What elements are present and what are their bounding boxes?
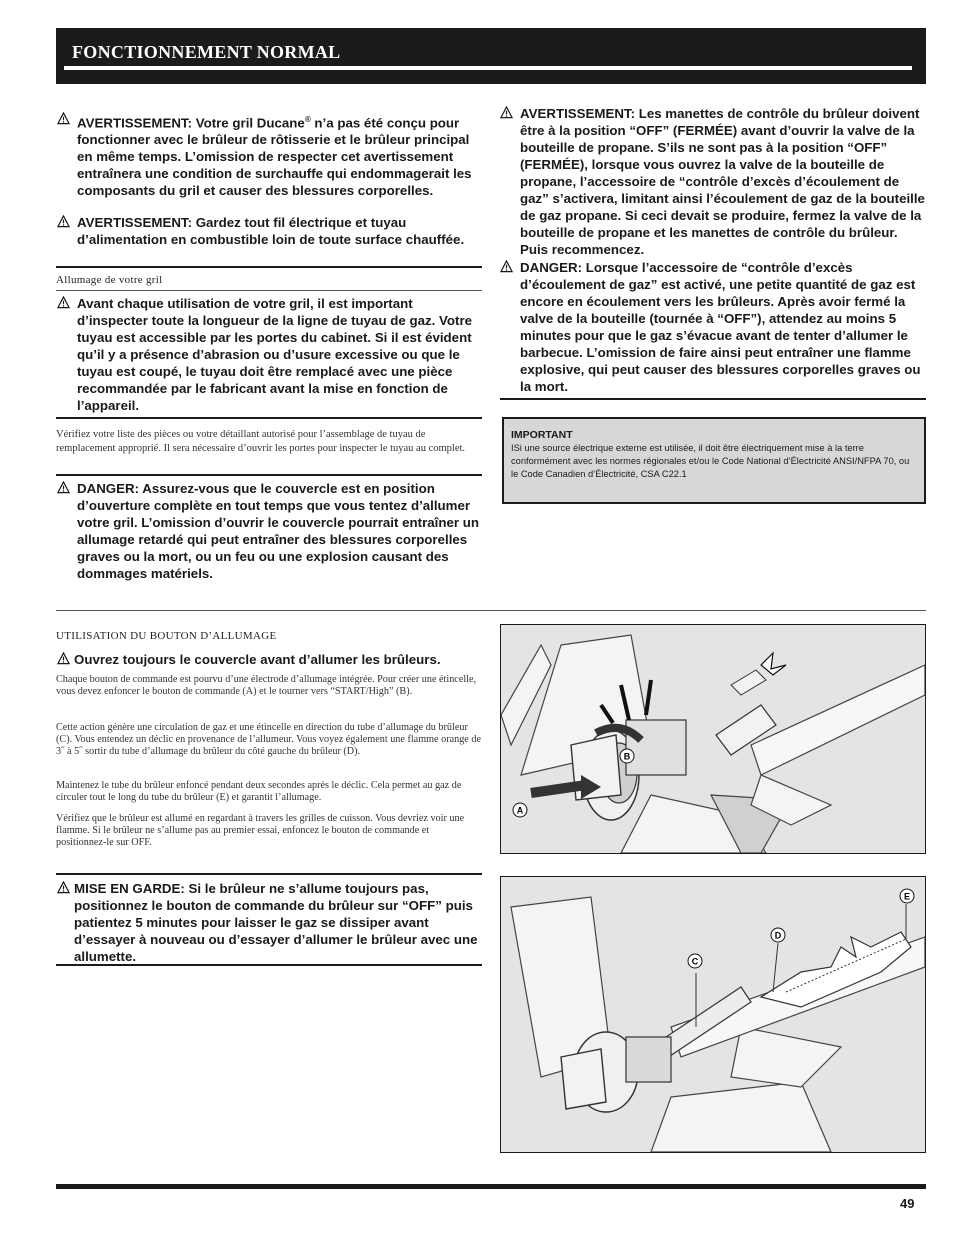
warning-open-lid-text: Ouvrez toujours le couvercle avant d’allumer les brûleurs. [74,652,441,667]
warning-propane [500,105,925,258]
important-text: ISi une source électrique externe est utilisée, il doit être électriquement mise à la terre conformément avec les normes régionales et/ou le Code National d’Électricité ANSI/NFPA 70, ou le Code Canadien d’Électricité, CSA C22.1 [511,443,910,479]
burner-illustration [501,877,925,1152]
subheading-allumage: Allumage de votre gril [56,274,163,286]
warning-icon [57,296,70,309]
section-divider [56,610,926,611]
danger-lid-text: DANGER: Assurez-vous que le couvercle est en position d’ouverture complète en tout temps que vous tentez d’allumer votre gril. L’omission d’ouvrir le couvercle pourrait entraîner un allumage retardé qui peut entraîner des blessures corporelles graves ou la mort, ou un feu ou une explosion causant des dommages matériels. [77,481,479,581]
warning-wire [57,214,467,248]
divider [56,290,482,291]
divider [56,474,482,476]
warning-ducane [57,111,487,199]
divider [56,266,482,268]
svg-text:D: D [774,930,782,941]
ignition-illustration [501,625,925,853]
warning-open-lid [57,651,482,668]
warning-propane-text: AVERTISSEMENT: Les manettes de contrôle du brûleur doivent être à la position “OFF” (FERMÉE) avant d’ouvrir la valve de la bouteille de propane. S’ils ne sont pas à la position “OFF” (FERMÉE), lorsque vous ouvrez la valve de la bouteille de propane, l’accessoire de “contrôle d’excès d’écoulement de gaz” s’activera, limitant ainsi l’écoulement de gaz de la bouteille de gaz propane. Si ceci devait se produire, fermez la valve de la bouteille de propane et les manettes de contrôle du brûleur. Puis recommencez. [520,106,925,257]
label-d [771,928,785,942]
warning-icon [57,881,70,894]
warning-ducane-text: AVERTISSEMENT: Votre gril Ducane [77,115,305,131]
svg-text:C: C [691,956,699,967]
figure-ignition-button [500,624,926,854]
warning-icon [500,106,513,119]
danger-gas-flow [500,259,925,395]
warning-hose-text: Avant chaque utilisation de votre gril, il est important d’inspecter toute la longueur de la ligne de tuyau de gaz. Votre tuyau est accessible par les portes du cabinet. Si il est évident qu’il y a présence d’abrasion ou d’usure excessive ou que le tuyau est coupé, le tuyau doit être remplacé avec une pièce recommandée par le fabricant avant la mise en fonction de l’appareil. [77,296,473,413]
page-title: FONCTIONNEMENT NORMAL [72,42,341,62]
paragraph-4: Vérifiez que le brûleur est allumé en regardant à travers les grilles de cuisson. Vous devriez voir une flamme. Si le brûleur ne s’allume pas au premier essai, enfoncez le bouton de commande et positionnez-le sur OFF. [56,813,465,849]
svg-text:E: E [903,891,911,902]
danger-lid [57,480,482,582]
warning-wire-text: AVERTISSEMENT: Gardez tout fil électrique et tuyau d’alimentation en combustible loin de toute surface chauffée. [77,215,465,247]
figure-burner-flame [500,876,926,1153]
important-title: IMPORTANT [511,429,573,441]
caution-relight-text: MISE EN GARDE: Si le brûleur ne s’allume toujours pas, positionnez le bouton de commande du brûleur sur “OFF” puis patientez 5 minutes pour laisser le gaz se dissiper avant d’essayer à nouveau ou d’essayer d’allumer le brûleur avec une allumette. [74,881,478,964]
note-replacement: Vérifiez votre liste des pièces ou votre détaillant autorisé pour l’assemblage de tuyau de remplacement approprié. Il sera nécessaire d’ouvrir les portes pour inspecter le tuyau au complet. [56,429,466,454]
svg-text:A: A [516,805,524,816]
footer-bar [56,1184,926,1189]
section-heading-ignition: UTILISATION DU BOUTON D’ALLUMAGE [56,630,277,642]
divider [56,873,482,875]
caution-relight [57,880,482,965]
warning-icon [57,112,70,125]
paragraph-3: Maintenez le tube du brûleur enfoncé pendant deux secondes après le déclic. Cela permet au gaz de circuler tout le long du tube du brûleur (E) et garantit l’allumage. [56,780,462,804]
label-c [688,954,702,968]
label-a [513,803,527,817]
paragraph-1: Chaque bouton de commande est pourvu d’une électrode d’allumage intégrée. Pour créer une étincelle, vous devez enfoncer le bouton de commande (A) et le tourner vers “START/High” (B). [56,674,477,698]
warning-icon [57,652,70,665]
divider [500,398,926,400]
page-number: 49 [900,1196,915,1211]
divider [56,417,482,419]
divider [56,964,482,966]
warning-ducane-text-cont: n’a pas été conçu pour fonctionner avec le brûleur de rôtisserie et le brûleur principal en même temps. L’omission de respecter cet avertissement entraînera une condition de surchauffe qui endommagerait les composants du gril et causer des blessures corporelles. [77,115,472,199]
warning-icon [57,215,70,228]
warning-hose [57,295,482,414]
paragraph-2: Cette action génère une circulation de gaz et une étincelle en direction du tube d’allumage du brûleur (C). Vous entendez un déclic en provenance de l’allumeur. Vous voyez également une flamme orange de 3˝ à 5˝ sortir du tube d’allumage du brûleur du côté gauche du brûleur (D). [56,722,481,758]
warning-icon [57,481,70,494]
registered-mark: ® [304,115,311,124]
label-e [900,889,914,903]
header-underline [64,66,912,70]
warning-icon [500,260,513,273]
danger-gas-flow-text: DANGER: Lorsque l’accessoire de “contrôle d’excès d’écoulement de gaz” est activé, une petite quantité de gaz est encore en écoulement vers les brûleurs. Après avoir fermé la valve de la bouteille (tournée à “OFF”), attendez au moins 5 minutes pour que le gaz s’évacue avant de tenter d’allumer le barbecue. L’omission de faire ainsi peut entraîner une flamme explosive, qui peut causer des blessures corporelles graves ou la mort. [520,260,921,394]
svg-text:B: B [623,751,631,762]
label-b [620,749,634,763]
